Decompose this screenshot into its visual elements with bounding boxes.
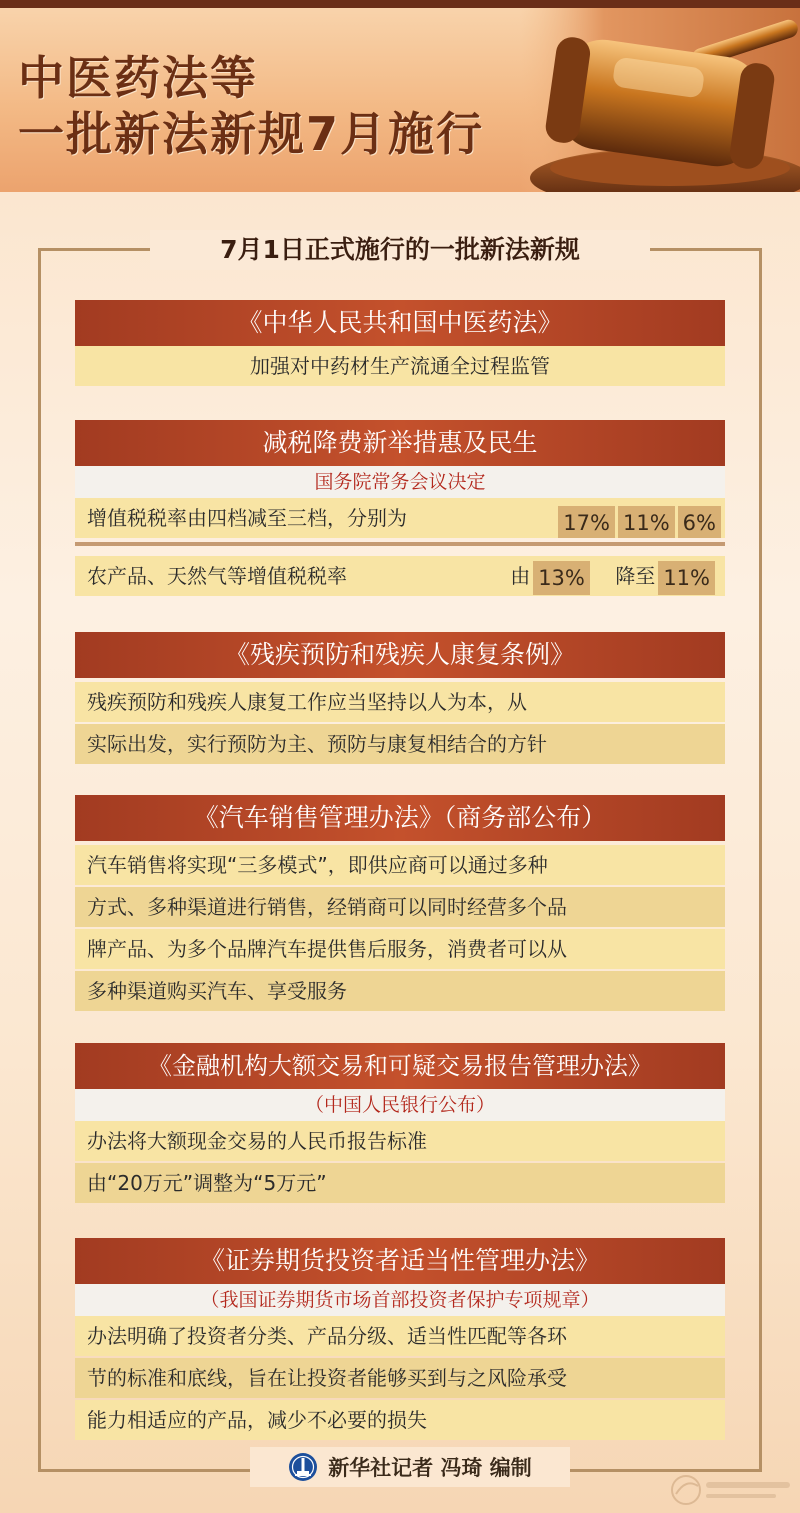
section-disability-regulation — [75, 632, 725, 764]
section-tcm-law — [75, 300, 725, 386]
section-title-bar: 减税降费新举措惠及民生 — [75, 420, 725, 466]
section-subtitle: 国务院常务会议决定 — [75, 466, 725, 498]
section-title-bar: 《金融机构大额交易和可疑交易报告管理办法》 — [75, 1043, 725, 1089]
vat-text: 增值税税率由四档减至三档，分别为 — [87, 506, 407, 530]
content-row: 节的标准和底线，旨在让投资者能够买到与之风险承受 — [75, 1358, 725, 1398]
content-row: 汽车销售将实现“三多模式”，即供应商可以通过多种 — [75, 845, 725, 885]
title-line-1: 中医药法等 — [18, 51, 258, 105]
section-title-bar: 《汽车销售管理办法》（商务部公布） — [75, 795, 725, 841]
vat-rate-badge: 17% — [558, 506, 615, 539]
top-strip — [0, 0, 800, 8]
content-row: 牌产品、为多个品牌汽车提供售后服务，消费者可以从 — [75, 929, 725, 969]
content-row: 办法将大额现金交易的人民币报告标准 — [75, 1121, 725, 1161]
section-title-bar: 《证券期货投资者适当性管理办法》 — [75, 1238, 725, 1284]
section-securities-suitability — [75, 1238, 725, 1440]
section-title-bar: 《中华人民共和国中医药法》 — [75, 300, 725, 346]
divider — [75, 542, 725, 546]
section-financial-reporting — [75, 1043, 725, 1203]
vat-rates-row — [75, 498, 725, 538]
content-row: 办法明确了投资者分类、产品分级、适当性匹配等各环 — [75, 1316, 725, 1356]
agri-text: 农产品、天然气等增值税税率 — [87, 564, 347, 588]
page-title — [18, 50, 484, 162]
footer-credit-box — [250, 1447, 570, 1487]
xinhua-logo-icon — [288, 1452, 318, 1482]
to-rate-badge: 11% — [658, 561, 715, 595]
content-row: 加强对中药材生产流通全过程监管 — [75, 346, 725, 386]
frame-title: 7月1日正式施行的一批新法新规 — [150, 230, 650, 270]
section-subtitle: （中国人民银行公布） — [75, 1089, 725, 1121]
section-auto-sales — [75, 795, 725, 1011]
vat-rates — [555, 501, 721, 538]
to-label: 降至 — [615, 564, 656, 588]
vat-rate-badge: 6% — [678, 506, 721, 539]
from-rate-badge: 13% — [533, 561, 590, 595]
title-line-2: 一批新法新规7月施行 — [18, 107, 485, 161]
footer-credit: 新华社记者 冯琦 编制 — [328, 1456, 532, 1480]
content-row: 方式、多种渠道进行销售，经销商可以同时经营多个品 — [75, 887, 725, 927]
content-row: 残疾预防和残疾人康复工作应当坚持以人为本，从 — [75, 682, 725, 722]
content-row: 由“20万元”调整为“5万元” — [75, 1163, 725, 1203]
watermark-logo — [668, 1472, 796, 1508]
agri-rate-row — [75, 556, 725, 596]
vat-rate-badge: 11% — [618, 506, 675, 539]
header-banner — [0, 8, 800, 192]
from-label: 由 — [510, 564, 531, 588]
section-tax-relief — [75, 420, 725, 596]
section-subtitle: （我国证券期货市场首部投资者保护专项规章） — [75, 1284, 725, 1316]
content-row: 实际出发，实行预防为主、预防与康复相结合的方针 — [75, 724, 725, 764]
content-row: 能力相适应的产品，减少不必要的损失 — [75, 1400, 725, 1440]
content-row: 多种渠道购买汽车、享受服务 — [75, 971, 725, 1011]
section-title-bar: 《残疾预防和残疾人康复条例》 — [75, 632, 725, 678]
agri-rate-change — [510, 556, 715, 596]
gavel-icon — [520, 8, 800, 192]
